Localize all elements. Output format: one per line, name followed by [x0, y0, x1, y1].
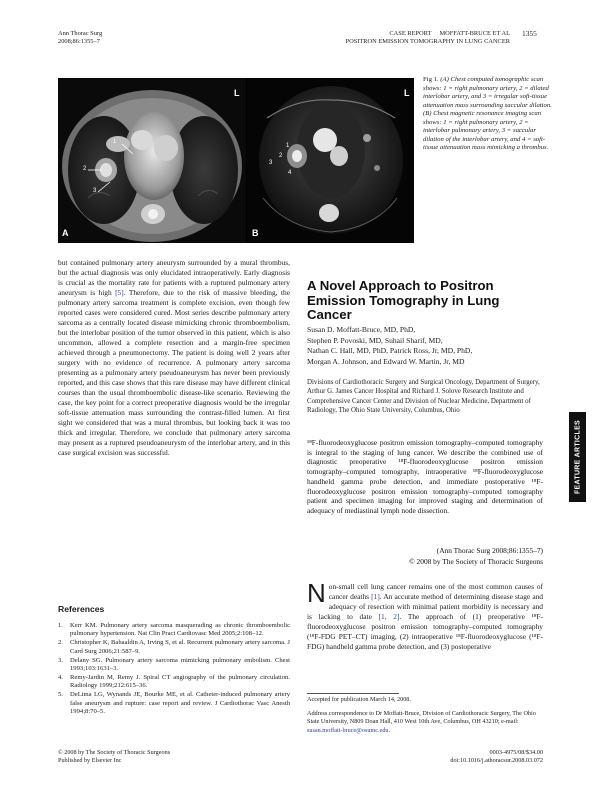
author-line: Nathan C. Hall, MD, PhD, Patrick Ross, Jr, MD, PhD,: [307, 346, 473, 355]
footer-right: [380, 749, 543, 766]
panel-a-label: A: [62, 228, 69, 238]
author-line: Susan D. Moffatt-Bruce, MD, PhD,: [307, 325, 416, 334]
footnote-divider: [307, 693, 399, 694]
feature-articles-tab: FEATURE ARTICLES: [569, 412, 586, 502]
article-introduction: Non-small cell lung cancer remains one of the most common causes of cancer deaths [1]. An accurate method of determining disease stage and adequacy of resection with minimal patient morbidity is necessary and is lacking to date [1, 2]. The approach of (1) preoperative ¹⁸F-fluorodeoxyglucose positron emission tomography–computed tomography (¹⁸F-FDG PET–CT) imaging, (2) intraoperative ¹⁸F-fluorodeoxyglucose (¹⁸F-FDG) handheld gamma probe detection, and (3) postoperative: [307, 578, 543, 651]
ct-marker-3: 3: [93, 188, 97, 194]
figure-caption: [423, 76, 553, 153]
ct-marker-2: 2: [83, 166, 87, 172]
abstract-citation: (Ann Thorac Surg 2008;86:1355–7): [436, 546, 543, 555]
reference-item: 2. Christopher K, Bahaaldin A, Irving S, et al. Recurrent pulmonary artery sarcoma. J Card Surg 2006;21:587–9.: [58, 639, 290, 655]
reference-item: 3. Delany SG. Pulmonary artery sarcoma mimicking pulmonary embolism. Chest 1993;103:1631–3.: [58, 656, 290, 673]
panel-b-label: B: [252, 228, 259, 238]
footer-copyright: © 2008 by The Society of Thoracic Surgeons: [58, 749, 171, 756]
panel-a-side-marker: L: [234, 88, 240, 98]
running-header-left: [58, 30, 102, 46]
footer-issn: 0003-4975/08/$34.00: [489, 749, 543, 756]
footer-publisher: Published by Elsevier Inc: [58, 757, 122, 765]
mri-marker-4: 4: [288, 170, 292, 176]
accepted-date: Accepted for publication March 14, 2008.: [307, 696, 411, 703]
abstract-copyright: © 2008 by The Society of Thoracic Surgeons: [409, 557, 543, 566]
author-affiliation: Divisions of Cardiothoracic Surgery and Surgical Oncology, Department of Surgery, Arthur G. James Cancer Hospital and Richard J. Solove Research Institute and Comprehensive Cancer Center and Division of Nuclear Medicine, Department of Radiology, The Ohio State University, Columbus, Ohio: [307, 379, 540, 414]
section-label: CASE REPORT: [389, 30, 432, 37]
abstract: ¹⁸F-fluorodeoxyglucose positron emission tomography–computed tomography is integral to the staging of lung cancer. We describe the combined use of diagnostic preoperative ¹⁸F-fluorodeoxyglucose positron emission tomography–computed tomography, intraoperative ¹⁸F-fluorodeoxyglucose handheld gamma probe detection, and immediate postoperative ¹⁸F-fluorodeoxyglucose positron emission tomography–computed tomography patient and specimen imaging for improved staging and determination of adequacy of mediastinal lymph node dissection.: [307, 438, 543, 515]
article-authors: [307, 325, 543, 367]
footer-doi: doi:10.1016/j.athoracsur.2008.03.072: [450, 757, 543, 765]
correspondence-note: Address correspondence to Dr Moffatt-Bruce, Division of Cardiothoracic Surgery, The Ohio State University, N809 Doan Hall, 410 West 10th Ave, Columbus, OH 43210; e-mail: susan.moffatt-bruce@osumc.edu.: [307, 710, 536, 734]
left-paragraph-end: . Therefore, due to the risk of massive bleeding, the pulmonary artery sarcoma treatment is complete excision, even though few reported cases were considered cured. Most series describe pulmonary artery sarcoma as a centrally located disease mimicking chronic thromboembolism, but the interlobar position of the tumor observed in this patient, which is also uncommon, allowed a complete resection and a margin-free specimen achieved through a pneumonectomy. The patient is doing well 2 years after surgery with no evidence of recurrence. A pulmonary artery sarcoma presenting as a pulmonary artery pseudoaneurysm has never been previously reported, and this case shows that this rare disease may have different clinical courses than the usual thromboembolic disease-like scenario. Reviewing the case, the key point for a correct preoperative diagnosis would be the irregular soft-tissue attenuation mass surrounding the contrast-filled lumen. At first sight we considered that was a mural thrombus, but looking back it was too thick and irregular. Therefore, we conclude that pulmonary artery sarcoma may present as a ruptured pseudoaneurysm of the interlobar artery, and in this case surgical excision was successful.: [58, 288, 290, 457]
left-column-body: [58, 258, 290, 458]
mri-marker-3: 3: [269, 160, 273, 166]
left-paragraph-start: but contained pulmonary artery aneurysm surrounded by a mural thrombus, but the actual diagnosis was only elucidated intraoperatively. Early diagnosis is crucial as the mortality rate for patients with a ruptured pulmonary artery aneurysm is high: [58, 258, 290, 297]
reference-item: 1. Kerr KM. Pulmonary artery sarcoma masquerading as chronic thromboembolic pulmonary hypertension. Nat Clin Pract Cardiovasc Med 2005;2:108–12.: [58, 622, 290, 638]
authors-short: MOFFATT-BRUCE ET AL: [439, 30, 510, 37]
reference-link-5[interactable]: [5]: [115, 288, 124, 297]
references-heading: References: [58, 604, 105, 614]
footer-left: [58, 749, 170, 766]
correspondence-email-link[interactable]: susan.moffatt-bruce@osumc.edu: [307, 726, 389, 734]
reference-link-1[interactable]: [1]: [371, 592, 380, 601]
page-number: 1355: [522, 29, 537, 38]
figure-panel-a-ct-scan: [58, 78, 246, 243]
references-list: [58, 622, 290, 717]
author-line: Stephen P. Povoski, MD, Suhail Sharif, MD,: [307, 335, 443, 345]
ct-scan-image: [58, 78, 246, 243]
panel-b-side-marker: L: [404, 88, 410, 98]
reference-item: 4. Remy-Jardin M, Remy J. Spiral CT angiography of the pulmonary circulation. Radiology 1999;212:615–36.: [58, 673, 290, 690]
journal-volume: 2008;86:1355–7: [58, 38, 100, 45]
caption-label: Fig 1.: [423, 76, 439, 83]
journal-name: Ann Thorac Surg: [58, 30, 103, 37]
caption-text: (A) Chest computed tomographic scan shows: 1 = right pulmonary artery, 2 = dilated interlobar artery, and 3 = irregular soft-tissue attenuation mass surrounding saccular dilation. (B) Chest magnetic resonance imaging scan shows: 1 = right pulmonary artery, 2 = interlobar pulmonary artery, 3 = saccular dilation of the interlobar artery, and 4 = soft-tissue attenuation mass mimicking a thrombus.: [423, 76, 552, 151]
author-line: Morgan A. Johnson, and Edward W. Martin, Jr, MD: [307, 356, 465, 366]
reference-link-1-2[interactable]: [1, 2]: [378, 612, 400, 621]
reference-item: 5. DeLima LG, Wynands JE, Bourke ME, et al. Catheter-induced pulmonary artery false aneurysm and rupture: case report and review. J Cardiothorac Vasc Anesth 1994;8:70–5.: [58, 691, 290, 716]
article-title: A Novel Approach to Positron Emission Tomography in Lung Cancer: [307, 278, 500, 322]
mri-marker-1: 1: [286, 143, 290, 149]
mri-marker-2: 2: [279, 153, 283, 159]
drop-cap: N: [307, 578, 326, 608]
running-title: POSITRON EMISSION TOMOGRAPHY IN LUNG CANCER: [345, 38, 510, 45]
running-header-right: [300, 30, 510, 46]
ct-marker-1: 1: [113, 139, 117, 145]
